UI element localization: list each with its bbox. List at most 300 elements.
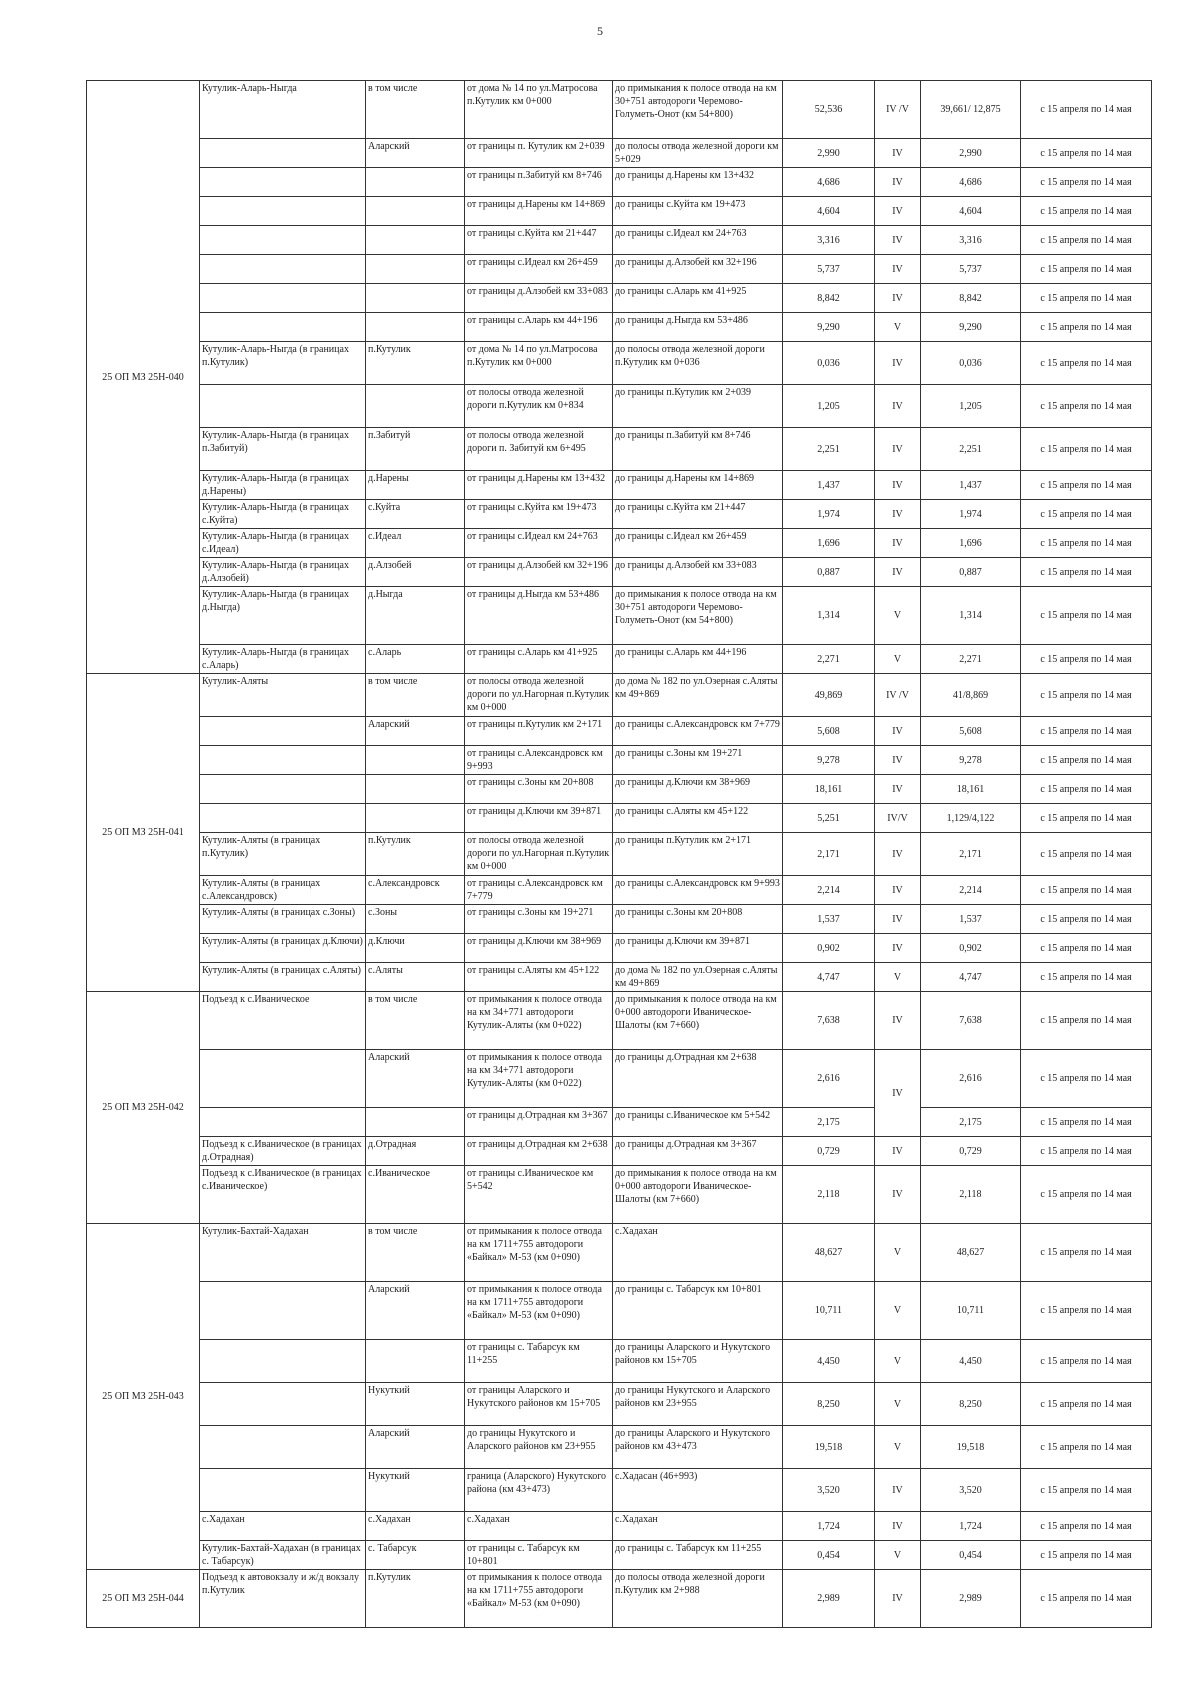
segment-from: от границы д.Отрадная км 3+367 [465, 1108, 613, 1137]
category-length: 8,250 [921, 1383, 1021, 1426]
page-number: 5 [597, 24, 603, 38]
table-row [87, 1541, 1152, 1570]
road-category: IV [875, 168, 921, 197]
road-category: IV [875, 1512, 921, 1541]
segment-from: от границы д.Ключи км 39+871 [465, 804, 613, 833]
length-km: 1,437 [783, 471, 875, 500]
segment-from: от границы с.Аларь км 44+196 [465, 313, 613, 342]
table-row [87, 81, 1152, 139]
length-km: 52,536 [783, 81, 875, 139]
table-row [87, 1570, 1152, 1628]
segment-to: до границы Аларского и Нукутского районов км 43+473 [613, 1426, 783, 1469]
restriction-period: с 15 апреля по 14 мая [1021, 1469, 1152, 1512]
segment-to: с.Хадахан [613, 1224, 783, 1282]
road-name [200, 197, 366, 226]
restriction-period: с 15 апреля по 14 мая [1021, 284, 1152, 313]
location: Аларский [366, 717, 465, 746]
location: Аларский [366, 1426, 465, 1469]
segment-to: до границы с. Табарсук км 10+801 [613, 1282, 783, 1340]
segment-to: до границы с.Зоны км 19+271 [613, 746, 783, 775]
category-length: 3,520 [921, 1469, 1021, 1512]
segment-from: от границы с. Табарсук км 10+801 [465, 1541, 613, 1570]
segment-to: до границы д.Алзобей км 33+083 [613, 558, 783, 587]
location [366, 197, 465, 226]
table-row [87, 775, 1152, 804]
table-row [87, 313, 1152, 342]
segment-to: до границы с.Идеал км 26+459 [613, 529, 783, 558]
location [366, 775, 465, 804]
table-row [87, 804, 1152, 833]
restriction-period: с 15 апреля по 14 мая [1021, 168, 1152, 197]
segment-to: до границы с.Идеал км 24+763 [613, 226, 783, 255]
road-name: Кутулик-Аларь-Ныгда (в границах с.Куйта) [200, 500, 366, 529]
segment-from: от границы д.Алзобей км 32+196 [465, 558, 613, 587]
table-row [87, 500, 1152, 529]
restriction-period: с 15 апреля по 14 мая [1021, 1570, 1152, 1628]
category-length: 0,729 [921, 1137, 1021, 1166]
table-row [87, 139, 1152, 168]
restriction-period: с 15 апреля по 14 мая [1021, 775, 1152, 804]
location: Нукуткий [366, 1383, 465, 1426]
road-name [200, 1469, 366, 1512]
table-row [87, 1340, 1152, 1383]
category-length: 4,604 [921, 197, 1021, 226]
length-km: 1,205 [783, 385, 875, 428]
category-length: 1,724 [921, 1512, 1021, 1541]
road-name: Кутулик-Аляты (в границах с.Зоны) [200, 905, 366, 934]
length-km: 2,171 [783, 833, 875, 876]
road-category: IV [875, 1570, 921, 1628]
segment-from: от границы п.Забитуй км 8+746 [465, 168, 613, 197]
road-name [200, 1282, 366, 1340]
road-name: Кутулик-Аляты (в границах с.Александровск) [200, 876, 366, 905]
location [366, 385, 465, 428]
segment-from: от границы с.Идеал км 26+459 [465, 255, 613, 284]
road-category: IV [875, 284, 921, 313]
segment-from: от границы с.Куйта км 19+473 [465, 500, 613, 529]
length-km: 48,627 [783, 1224, 875, 1282]
road-category: V [875, 1383, 921, 1426]
length-km: 4,686 [783, 168, 875, 197]
segment-to: до полосы отвода железной дороги п.Кутулик км 2+988 [613, 1570, 783, 1628]
segment-from: от полосы отвода железной дороги по ул.Нагорная п.Кутулик км 0+000 [465, 674, 613, 717]
road-code: 25 ОП МЗ 25Н-043 [87, 1224, 200, 1570]
segment-to: до границы с. Табарсук км 11+255 [613, 1541, 783, 1570]
road-category: IV [875, 746, 921, 775]
segment-to: до границы п.Кутулик км 2+171 [613, 833, 783, 876]
road-name [200, 313, 366, 342]
restriction-period: с 15 апреля по 14 мая [1021, 1512, 1152, 1541]
category-length: 0,902 [921, 934, 1021, 963]
segment-from: от полосы отвода железной дороги по ул.Нагорная п.Кутулик км 0+000 [465, 833, 613, 876]
restriction-period: с 15 апреля по 14 мая [1021, 1282, 1152, 1340]
road-category: IV [875, 992, 921, 1050]
road-name [200, 746, 366, 775]
segment-from: от границы п. Кутулик км 2+039 [465, 139, 613, 168]
road-category: V [875, 1340, 921, 1383]
road-category: V [875, 1426, 921, 1469]
table-row [87, 342, 1152, 385]
road-name [200, 168, 366, 197]
length-km: 1,314 [783, 587, 875, 645]
road-category: IV [875, 876, 921, 905]
road-name [200, 1383, 366, 1426]
segment-to: до полосы отвода железной дороги п.Кутулик км 0+036 [613, 342, 783, 385]
length-km: 3,316 [783, 226, 875, 255]
segment-from: от дома № 14 по ул.Матросова п.Кутулик км 0+000 [465, 81, 613, 139]
road-category: V [875, 645, 921, 674]
length-km: 1,974 [783, 500, 875, 529]
location [366, 313, 465, 342]
restriction-period: с 15 апреля по 14 мая [1021, 197, 1152, 226]
segment-to: с.Хадахан [613, 1512, 783, 1541]
location: д.Алзобей [366, 558, 465, 587]
road-category: IV [875, 1469, 921, 1512]
road-name [200, 284, 366, 313]
restriction-period: с 15 апреля по 14 мая [1021, 905, 1152, 934]
road-name: Кутулик-Аларь-Ныгда (в границах п.Кутулик) [200, 342, 366, 385]
table-row [87, 284, 1152, 313]
length-km: 9,290 [783, 313, 875, 342]
road-name [200, 139, 366, 168]
segment-to: до границы д.Ключи км 39+871 [613, 934, 783, 963]
restriction-period: с 15 апреля по 14 мая [1021, 804, 1152, 833]
length-km: 0,887 [783, 558, 875, 587]
road-category: IV [875, 1166, 921, 1224]
category-length: 2,616 [921, 1050, 1021, 1108]
table-row [87, 1512, 1152, 1541]
segment-from: от границы с.Идеал км 24+763 [465, 529, 613, 558]
road-category: IV [875, 775, 921, 804]
location: Нукуткий [366, 1469, 465, 1512]
restriction-period: с 15 апреля по 14 мая [1021, 717, 1152, 746]
category-length: 19,518 [921, 1426, 1021, 1469]
category-length: 1,696 [921, 529, 1021, 558]
restriction-period: с 15 апреля по 14 мая [1021, 746, 1152, 775]
restriction-period: с 15 апреля по 14 мая [1021, 558, 1152, 587]
segment-to: до границы Нукутского и Аларского районов км 23+955 [613, 1383, 783, 1426]
road-name: Кутулик-Бахтай-Хадахан (в границах с. Табарсук) [200, 1541, 366, 1570]
road-category: V [875, 963, 921, 992]
road-category: IV [875, 529, 921, 558]
length-km: 5,608 [783, 717, 875, 746]
segment-to: до примыкания к полосе отвода на км 0+000 автодороги Иваническое-Шалоты (км 7+660) [613, 992, 783, 1050]
segment-to: до примыкания к полосе отвода на км 0+000 автодороги Иваническое-Шалоты (км 7+660) [613, 1166, 783, 1224]
road-name [200, 804, 366, 833]
restriction-period: с 15 апреля по 14 мая [1021, 500, 1152, 529]
segment-to: до дома № 182 по ул.Озерная с.Аляты км 49+869 [613, 963, 783, 992]
length-km: 2,616 [783, 1050, 875, 1108]
road-name [200, 1426, 366, 1469]
category-length: 0,454 [921, 1541, 1021, 1570]
segment-from: от примыкания к полосе отвода на км 1711+755 автодороги «Байкал» М-53 (км 0+090) [465, 1282, 613, 1340]
segment-from: от границы с.Аляты км 45+122 [465, 963, 613, 992]
road-name: Подъезд к автовокзалу и ж/д вокзалу п.Кутулик [200, 1570, 366, 1628]
category-length: 1,129/4,122 [921, 804, 1021, 833]
length-km: 0,454 [783, 1541, 875, 1570]
table-row [87, 1224, 1152, 1282]
location: с.Иваническое [366, 1166, 465, 1224]
segment-from: от примыкания к полосе отвода на км 34+771 автодороги Кутулик-Аляты (км 0+022) [465, 1050, 613, 1108]
road-category: IV [875, 428, 921, 471]
table-row [87, 905, 1152, 934]
restriction-period: с 15 апреля по 14 мая [1021, 833, 1152, 876]
restriction-period: с 15 апреля по 14 мая [1021, 139, 1152, 168]
length-km: 4,604 [783, 197, 875, 226]
location [366, 804, 465, 833]
road-category: IV [875, 342, 921, 385]
length-km: 5,737 [783, 255, 875, 284]
segment-from: от границы д.Отрадная км 2+638 [465, 1137, 613, 1166]
length-km: 49,869 [783, 674, 875, 717]
segment-from: от примыкания к полосе отвода на км 1711+755 автодороги «Байкал» М-53 (км 0+090) [465, 1570, 613, 1628]
location: с.Зоны [366, 905, 465, 934]
length-km: 8,250 [783, 1383, 875, 1426]
length-km: 1,724 [783, 1512, 875, 1541]
location: с.Идеал [366, 529, 465, 558]
restriction-period: с 15 апреля по 14 мая [1021, 342, 1152, 385]
road-name [200, 1050, 366, 1108]
road-name: Кутулик-Аларь-Ныгда (в границах д.Ныгда) [200, 587, 366, 645]
restriction-period: с 15 апреля по 14 мая [1021, 1426, 1152, 1469]
restriction-period: с 15 апреля по 14 мая [1021, 428, 1152, 471]
restriction-period: с 15 апреля по 14 мая [1021, 876, 1152, 905]
road-name: Подъезд к с.Иваническое (в границах с.Иваническое) [200, 1166, 366, 1224]
table-row [87, 876, 1152, 905]
length-km: 9,278 [783, 746, 875, 775]
table-row [87, 226, 1152, 255]
table-row [87, 255, 1152, 284]
segment-from: от примыкания к полосе отвода на км 34+771 автодороги Кутулик-Аляты (км 0+022) [465, 992, 613, 1050]
road-category: IV [875, 255, 921, 284]
segment-from: граница (Аларского) Нукутского района (км 43+473) [465, 1469, 613, 1512]
length-km: 3,520 [783, 1469, 875, 1512]
category-length: 1,314 [921, 587, 1021, 645]
road-category: IV [875, 471, 921, 500]
location: п.Кутулик [366, 342, 465, 385]
category-length: 2,989 [921, 1570, 1021, 1628]
road-name: Кутулик-Аляты (в границах д.Ключи) [200, 934, 366, 963]
category-length: 9,290 [921, 313, 1021, 342]
location [366, 284, 465, 313]
length-km: 2,990 [783, 139, 875, 168]
length-km: 2,251 [783, 428, 875, 471]
length-km: 4,747 [783, 963, 875, 992]
segment-to: до границы д.Отрадная км 3+367 [613, 1137, 783, 1166]
road-name: Кутулик-Аляты (в границах с.Аляты) [200, 963, 366, 992]
location: в том числе [366, 992, 465, 1050]
segment-to: до границы д.Ныгда км 53+486 [613, 313, 783, 342]
segment-from: от границы с.Куйта км 21+447 [465, 226, 613, 255]
segment-from: от полосы отвода железной дороги п. Забитуй км 6+495 [465, 428, 613, 471]
length-km: 7,638 [783, 992, 875, 1050]
segment-to: до полосы отвода железной дороги км 5+029 [613, 139, 783, 168]
restriction-period: с 15 апреля по 14 мая [1021, 226, 1152, 255]
road-name: Кутулик-Аляты [200, 674, 366, 717]
length-km: 2,175 [783, 1108, 875, 1137]
road-name [200, 775, 366, 804]
segment-to: до границы с.Аларь км 44+196 [613, 645, 783, 674]
location: д.Ключи [366, 934, 465, 963]
category-length: 8,842 [921, 284, 1021, 313]
location: д.Отрадная [366, 1137, 465, 1166]
length-km: 18,161 [783, 775, 875, 804]
location: в том числе [366, 1224, 465, 1282]
segment-from: от границы д.Нарены км 14+869 [465, 197, 613, 226]
location [366, 1108, 465, 1137]
restriction-period: с 15 апреля по 14 мая [1021, 313, 1152, 342]
road-name: Подъезд к с.Иваническое [200, 992, 366, 1050]
category-length: 1,974 [921, 500, 1021, 529]
segment-to: до границы с.Александровск км 7+779 [613, 717, 783, 746]
segment-to: до примыкания к полосе отвода на км 30+751 автодороги Черемово-Голуметь-Онот (км 54+800) [613, 81, 783, 139]
road-category: IV [875, 1137, 921, 1166]
road-name [200, 1108, 366, 1137]
category-length: 48,627 [921, 1224, 1021, 1282]
road-name: Кутулик-Бахтай-Хадахан [200, 1224, 366, 1282]
road-name: Кутулик-Аларь-Ныгда (в границах п.Забитуй) [200, 428, 366, 471]
road-name: Кутулик-Аляты (в границах п.Кутулик) [200, 833, 366, 876]
table-row [87, 992, 1152, 1050]
table-row [87, 168, 1152, 197]
restriction-period: с 15 апреля по 14 мая [1021, 587, 1152, 645]
segment-from: от дома № 14 по ул.Матросова п.Кутулик км 0+000 [465, 342, 613, 385]
restriction-period: с 15 апреля по 14 мая [1021, 645, 1152, 674]
road-category: V [875, 1282, 921, 1340]
length-km: 0,036 [783, 342, 875, 385]
table-row [87, 471, 1152, 500]
restriction-period: с 15 апреля по 14 мая [1021, 471, 1152, 500]
location: в том числе [366, 674, 465, 717]
restriction-period: с 15 апреля по 14 мая [1021, 1541, 1152, 1570]
length-km: 19,518 [783, 1426, 875, 1469]
road-name: Кутулик-Аларь-Ныгда (в границах д.Алзобей) [200, 558, 366, 587]
length-km: 0,902 [783, 934, 875, 963]
segment-to: до границы с.Александровск км 9+993 [613, 876, 783, 905]
table-row [87, 1137, 1152, 1166]
segment-from: от границы с. Табарсук км 11+255 [465, 1340, 613, 1383]
restriction-period: с 15 апреля по 14 мая [1021, 385, 1152, 428]
segment-from: от границы с.Александровск км 7+779 [465, 876, 613, 905]
restriction-period: с 15 апреля по 14 мая [1021, 529, 1152, 558]
road-code: 25 ОП МЗ 25Н-041 [87, 674, 200, 992]
category-length: 0,887 [921, 558, 1021, 587]
restriction-period: с 15 апреля по 14 мая [1021, 674, 1152, 717]
road-category: V [875, 1224, 921, 1282]
segment-from: от границы с.Зоны км 20+808 [465, 775, 613, 804]
segment-from: от границы д.Ключи км 38+969 [465, 934, 613, 963]
road-category: IV [875, 1050, 921, 1137]
category-length: 5,608 [921, 717, 1021, 746]
segment-to: до границы с.Иваническое км 5+542 [613, 1108, 783, 1137]
location [366, 168, 465, 197]
segment-from: от границы д.Ныгда км 53+486 [465, 587, 613, 645]
segment-from: от границы Аларского и Нукутского районов км 15+705 [465, 1383, 613, 1426]
category-length: 4,686 [921, 168, 1021, 197]
road-name: Кутулик-Аларь-Ныгда (в границах д.Нарены) [200, 471, 366, 500]
segment-to: с.Хадасан (46+993) [613, 1469, 783, 1512]
category-length: 5,737 [921, 255, 1021, 284]
road-name [200, 226, 366, 255]
restriction-period: с 15 апреля по 14 мая [1021, 1383, 1152, 1426]
restriction-period: с 15 апреля по 14 мая [1021, 1050, 1152, 1108]
table-row [87, 1383, 1152, 1426]
category-length: 2,118 [921, 1166, 1021, 1224]
segment-to: до границы п.Кутулик км 2+039 [613, 385, 783, 428]
segment-from: от границы с.Иваническое км 5+542 [465, 1166, 613, 1224]
road-name [200, 1340, 366, 1383]
restriction-period: с 15 апреля по 14 мая [1021, 934, 1152, 963]
location [366, 746, 465, 775]
segment-to: до границы Аларского и Нукутского районов км 15+705 [613, 1340, 783, 1383]
category-length: 2,171 [921, 833, 1021, 876]
restriction-period: с 15 апреля по 14 мая [1021, 1166, 1152, 1224]
length-km: 0,729 [783, 1137, 875, 1166]
segment-from: с.Хадахан [465, 1512, 613, 1541]
table-row [87, 1426, 1152, 1469]
location: с.Аларь [366, 645, 465, 674]
category-length: 2,175 [921, 1108, 1021, 1137]
length-km: 8,842 [783, 284, 875, 313]
length-km: 1,537 [783, 905, 875, 934]
road-category: IV [875, 226, 921, 255]
road-category: IV [875, 197, 921, 226]
road-category: IV /V [875, 674, 921, 717]
table-row [87, 1050, 1152, 1108]
location: с.Аляты [366, 963, 465, 992]
table-row [87, 674, 1152, 717]
segment-from: от границы с.Аларь км 41+925 [465, 645, 613, 674]
category-length: 7,638 [921, 992, 1021, 1050]
table-row [87, 587, 1152, 645]
road-name: с.Хадахан [200, 1512, 366, 1541]
table-row [87, 1469, 1152, 1512]
length-km: 10,711 [783, 1282, 875, 1340]
road-name: Кутулик-Аларь-Ныгда [200, 81, 366, 139]
restriction-period: с 15 апреля по 14 мая [1021, 992, 1152, 1050]
location: с.Куйта [366, 500, 465, 529]
length-km: 4,450 [783, 1340, 875, 1383]
location: Аларский [366, 139, 465, 168]
segment-to: до границы д.Ключи км 38+969 [613, 775, 783, 804]
segment-from: от границы с.Зоны км 19+271 [465, 905, 613, 934]
table-row [87, 963, 1152, 992]
road-category: V [875, 313, 921, 342]
location: п.Кутулик [366, 833, 465, 876]
table-row [87, 746, 1152, 775]
segment-from: от границы д.Алзобей км 33+083 [465, 284, 613, 313]
road-name: Кутулик-Аларь-Ныгда (в границах с.Идеал) [200, 529, 366, 558]
length-km: 2,989 [783, 1570, 875, 1628]
category-length: 2,251 [921, 428, 1021, 471]
roads-table [86, 80, 1152, 1628]
category-length: 18,161 [921, 775, 1021, 804]
category-length: 9,278 [921, 746, 1021, 775]
segment-to: до границы с.Аляты км 45+122 [613, 804, 783, 833]
segment-to: до границы с.Куйта км 19+473 [613, 197, 783, 226]
category-length: 41/8,869 [921, 674, 1021, 717]
road-category: IV [875, 833, 921, 876]
segment-to: до границы д.Алзобей км 32+196 [613, 255, 783, 284]
table-row [87, 645, 1152, 674]
category-length: 10,711 [921, 1282, 1021, 1340]
restriction-period: с 15 апреля по 14 мая [1021, 1108, 1152, 1137]
road-code: 25 ОП МЗ 25Н-044 [87, 1570, 200, 1628]
road-category: IV [875, 139, 921, 168]
road-category: V [875, 1541, 921, 1570]
road-category: IV [875, 385, 921, 428]
category-length: 39,661/ 12,875 [921, 81, 1021, 139]
